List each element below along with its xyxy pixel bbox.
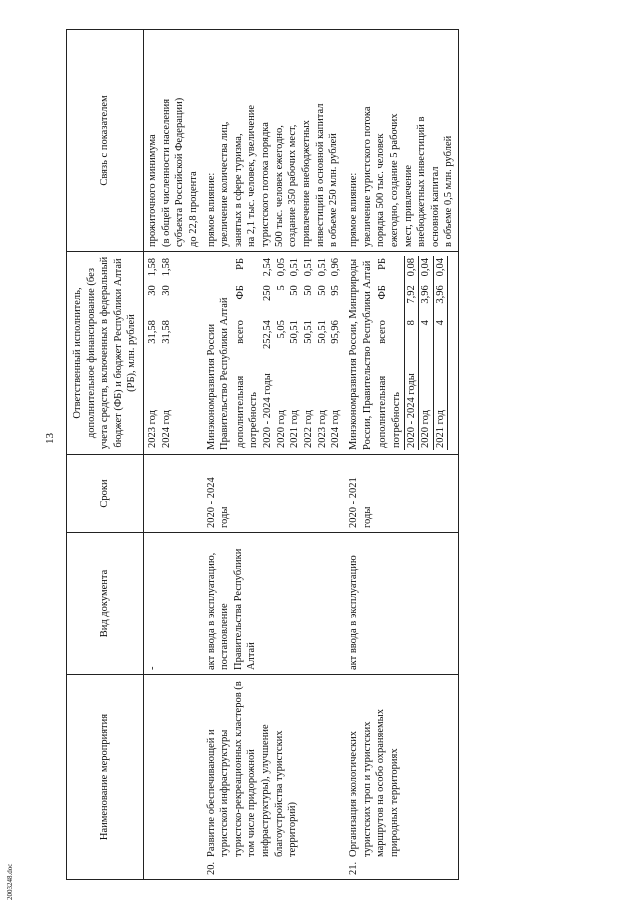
fin-fb: 30 [147,285,158,296]
link-text-line: инвестиций в основной капитал [314,103,326,247]
link-text-line: ежегодно, создание 5 рабочих [388,113,400,247]
table-row-continuation [144,30,203,880]
fin-year-row [261,256,275,450]
fin-year-row [146,256,160,450]
row20-name-cell [203,675,345,880]
row21-term: 2020 - 2021 годы [345,455,459,533]
row20-index: 20. [205,861,217,875]
fin-total: 50,51 [289,320,301,344]
fin-year-row [419,256,434,450]
fin-head-label: дополнительная потребность [376,361,404,450]
link-text-line: в объеме 250 млн. рублей [328,133,340,247]
fin-total: 252,54 [262,320,274,349]
fin-total: 50,51 [303,320,315,344]
fin-fb: 50 [303,285,315,296]
link-text-line: создание 350 рабочих мест, [287,124,299,247]
fin-fb: 3,96 [433,283,448,318]
row21-exec [345,252,459,455]
row20-term: 2020 - 2024 годы [203,455,345,533]
fin-total: 8 [404,318,419,361]
rotated-table-page [66,30,621,880]
row20-doc: акт ввода в эксплуатацию, постановление Правительства Республики Алтай [203,533,345,675]
header-exec: Ответственный исполнитель, дополнительное финансирование (без учета средств, включенных в федеральный бюджет (ФБ) и бюджет Республики Алтай (РБ), млн. рублей [67,252,144,455]
header-link: Связь с показателем [67,30,144,252]
row20-fin-table [234,256,343,450]
page-number: 13 [44,433,56,444]
fin-head-row [376,256,404,450]
row21-name: Организация экологических туристских троп и туристских маршрутов на особо охраняемых природных территориях [347,709,400,857]
link-text-line: внебюджетных инвестиций в [416,116,428,247]
fin-fb: 5 [275,285,287,291]
cont-link [144,30,203,252]
fin-total: 5,05 [275,320,287,339]
activities-table [66,29,459,880]
fin-label: 2022 год [303,410,315,448]
fin-year-row [404,256,419,450]
fin-head-fb: ФБ [234,285,246,300]
link-text-line: привлечение внебюджетных [301,120,313,247]
fin-label: 2024 год [160,410,172,448]
fin-rb: 0,51 [289,258,301,277]
fin-label: 2024 год [330,410,342,448]
link-text-line: до 22,8 процента [187,171,199,247]
row21-name-cell [345,675,459,880]
fin-year-row [160,256,174,450]
fin-fb: 3,96 [419,283,434,318]
cont-exec [144,252,203,455]
row21-doc: акт ввода в эксплуатацию [345,533,459,675]
fin-fb: 50 [289,285,301,296]
link-text-line: прямое влияние: [347,172,359,247]
link-text-line: в объеме 0,5 млн. рублей [443,135,455,247]
row20-exec-title: Минэкономразвития России Правительство Республики Алтай [205,297,231,450]
row21-fin-table [376,256,448,450]
fin-head-total: всего [234,320,246,344]
fin-fb: 7,92 [404,283,419,318]
link-text-line: основной капитал [429,166,441,247]
table-row-21 [345,30,459,880]
fin-year-row [329,256,343,450]
fin-year-row [275,256,289,450]
fin-year-row [288,256,302,450]
fin-label: 2021 год [433,361,448,450]
cont-term [144,455,203,533]
fin-head-rb: РБ [376,256,404,283]
fin-rb: 0,51 [316,258,328,277]
row20-name: Развитие обеспечивающей и туристской инфраструктуры туристско-рекреационных кластеров (в том числе придорожной инфраструктуры), улучшение благоустройства туристских территорий) [205,681,299,857]
fin-label: 2023 год [147,410,158,448]
fin-rb: 0,05 [275,258,287,277]
fin-head-rb: РБ [234,258,246,270]
fin-label: 2020 год [419,361,434,450]
row20-exec [203,252,345,455]
fin-head-total: всего [376,318,404,361]
link-text-line: туристского потока порядка [260,122,272,247]
header-name: Наименование мероприятия [67,675,144,880]
fin-rb: 2,54 [262,258,274,277]
fin-year-row [302,256,316,450]
fin-label: 2020 год [275,410,287,448]
fin-rb: 0,51 [303,258,315,277]
link-text-line: (в общей численности населения [160,98,172,247]
fin-total: 4 [433,318,448,361]
fin-fb: 250 [262,285,274,301]
fin-rb: 0,08 [404,256,419,283]
header-row [67,30,144,880]
fin-label: 2020 - 2024 годы [404,361,419,450]
fin-total: 4 [419,318,434,361]
fin-total: 95,96 [330,320,342,344]
row21-link [345,30,459,252]
fin-rb: 0,04 [419,256,434,283]
fin-fb: 50 [316,285,328,296]
header-term: Сроки [67,455,144,533]
fin-total: 31,58 [147,320,158,344]
fin-rb: 1,58 [160,258,172,277]
link-text-line: занятых в сфере туризма, [232,133,244,247]
link-text-line: прямое влияние: [205,172,217,247]
fin-fb: 95 [330,285,342,296]
header-doc: Вид документа [67,533,144,675]
fin-year-row [433,256,448,450]
link-text-line: увеличение туристского потока [361,106,373,247]
row20-link [203,30,345,252]
fin-rb: 1,58 [147,258,158,277]
fin-head-row [234,256,261,450]
table-row-20 [203,30,345,880]
link-text-line: на 2,1 тыс. человек, увеличение [246,104,258,247]
fin-label: 2023 год [316,410,328,448]
fin-total: 50,51 [316,320,328,344]
link-text-line: прожиточного минимума [147,134,158,247]
link-text-line: порядка 500 тыс. человек [375,133,387,247]
fin-rb: 0,96 [330,258,342,277]
cont-name [144,675,203,880]
fin-year-row [316,256,330,450]
link-text-line: субъекта Российской Федерации) [174,97,186,247]
footer-filename: 2003248.doc [6,863,14,900]
fin-rb: 0,04 [433,256,448,283]
cont-fin-table [146,256,173,450]
cont-doc: - [144,533,203,675]
fin-head-fb: ФБ [376,283,404,318]
fin-label: 2020 - 2024 годы [262,373,274,448]
fin-fb: 30 [160,285,172,296]
row21-index: 21. [347,861,359,875]
link-text-line: 500 тыс. человек ежегодно, [273,125,285,247]
fin-label: 2021 год [289,410,301,448]
link-text-line: увеличение количества лиц, [219,121,231,247]
row21-exec-title: Минэкономразвития России, Минприроды России, Правительство Республики Алтай [347,258,373,450]
link-text-line: мест, привлечение [402,164,414,247]
fin-total: 31,58 [160,320,172,344]
fin-head-label: дополнительная потребность [234,375,260,448]
